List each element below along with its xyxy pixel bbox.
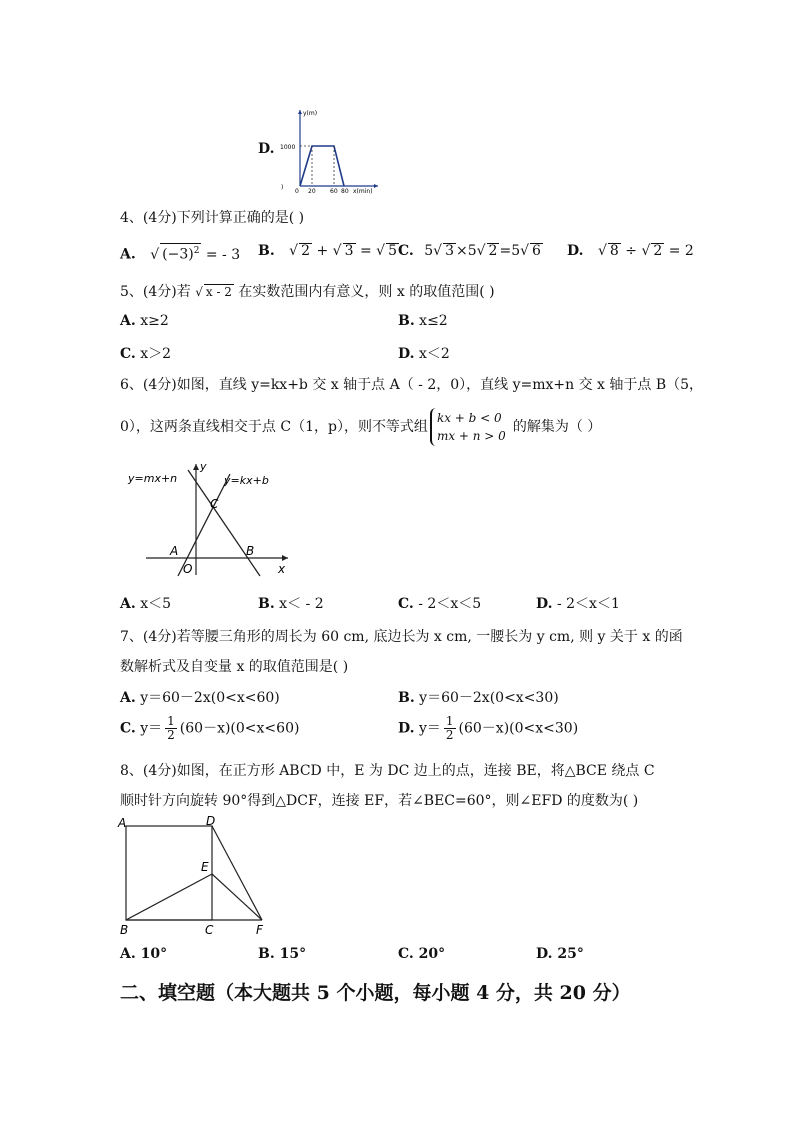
q6-stem-line2: 0），这两条直线相交于点 C（1，p），则不等式组 kx + b < 0 mx + n > 0 的解集为（ ） <box>120 408 601 446</box>
q8-label-b: B <box>120 923 129 937</box>
q4-option-a[interactable]: A. √ $(-3)^2$ = - 3 <box>120 243 240 263</box>
q4-option-b[interactable]: B. √ 2 + √ 3 = √ 5 <box>258 243 397 259</box>
q6-label-o: O <box>183 562 193 576</box>
graph-path <box>300 146 344 186</box>
q6-stem-line1: 6、(4分)如图，直线 y=kx+b 交 x 轴于点 A（ - 2，0），直线 y=mx+n 交 x 轴于点 B（5， <box>120 377 704 393</box>
q4-stem: 4、(4分)下列计算正确的是( ) <box>120 210 305 226</box>
q7-option-a[interactable]: A. y＝60－2x(0<x<60) <box>120 690 280 706</box>
q8-stem-line2: 顺时针方向旋转 90°得到△DCF，连接 EF，若∠BEC=60°，则∠EFD 的度数为( ) <box>120 793 639 809</box>
q8-square-abcd <box>126 826 212 920</box>
graph-x-tick-60: 60 <box>330 188 338 195</box>
graph-origin: 0 <box>295 188 299 195</box>
q6-label-b: B <box>246 544 255 558</box>
q8-segment-ef <box>212 874 262 920</box>
q6-option-d[interactable]: D. - 2＜x＜1 <box>536 596 620 612</box>
q6-label-mx-n: y=mx+n <box>128 472 178 485</box>
q8-label-a: A <box>118 816 127 830</box>
q8-option-c[interactable]: C. 20° <box>398 946 446 962</box>
q6-line-kx-b <box>178 474 230 576</box>
q3-option-d-label[interactable]: D. <box>258 141 275 157</box>
q8-label-f: F <box>256 923 263 937</box>
q6-label-a: A <box>170 544 179 558</box>
q5-option-c[interactable]: C. x＞2 <box>120 346 172 362</box>
q6-option-b[interactable]: B. x＜ - 2 <box>258 596 324 612</box>
q8-segment-df <box>212 826 262 920</box>
q6-label-y: y <box>200 460 207 473</box>
section-heading-fill-in: 二、填空题（本大题共 5 个小题，每小题 4 分，共 20 分） <box>120 982 631 1004</box>
q4-option-d[interactable]: D. √ 8 ÷ √ 2 = 2 <box>567 243 694 259</box>
q7-option-b[interactable]: B. y＝60－2x(0<x<30) <box>398 690 559 706</box>
q6-option-c[interactable]: C. - 2＜x＜5 <box>398 596 482 612</box>
q7-stem-line1: 7、(4分)若等腰三角形的周长为 60 cm, 底边长为 x cm, 一腰长为 y cm, 则 y 关于 x 的函 <box>120 629 683 645</box>
q7-option-c[interactable]: C. y＝ $\frac{1}{2}$ (60－x)(0<x<60) <box>120 714 300 742</box>
graph-x-tick-80: 80 <box>341 188 349 195</box>
q6-inequality-system: kx + b < 0 mx + n > 0 <box>430 408 511 446</box>
graph-y-label: y(m) <box>303 110 318 117</box>
q7-stem-line2: 数解析式及自变量 x 的取值范围是( ) <box>120 659 349 675</box>
q8-option-a[interactable]: A. 10° <box>120 946 168 962</box>
q6-figure <box>118 460 293 580</box>
q8-label-c: C <box>205 923 214 937</box>
q6-option-a[interactable]: A. x＜5 <box>120 596 172 612</box>
q5-option-d[interactable]: D. x＜2 <box>398 346 450 362</box>
q7-option-d[interactable]: D. y＝ $\frac{1}{2}$ (60－x)(0<x<30) <box>398 714 579 742</box>
q8-square-figure <box>116 814 276 938</box>
q4-option-c[interactable]: C. 5√ 3 ×5√ 2 =5√ 6 <box>398 243 541 259</box>
q8-option-d[interactable]: D. 25° <box>536 946 584 962</box>
graph-y-tick: 1000 <box>280 144 296 151</box>
q8-segment-be <box>126 874 212 920</box>
q8-option-b[interactable]: B. 15° <box>258 946 307 962</box>
q8-label-d: D <box>206 814 216 828</box>
q8-label-e: E <box>201 860 209 874</box>
q5-stem: 5、(4分)若 √ x - 2 在实数范围内有意义，则 x 的取值范围( ) <box>120 284 495 300</box>
q6-label-c: C <box>210 497 219 511</box>
graph-x-label: x(min) <box>353 188 373 195</box>
q5-option-a[interactable]: A. x≥2 <box>120 313 169 329</box>
q8-stem-line1: 8、(4分)如图，在正方形 ABCD 中，E 为 DC 边上的点，连接 BE，将△BCE 绕点 C <box>120 763 655 779</box>
graph-x-tick-20: 20 <box>308 188 316 195</box>
q5-option-b[interactable]: B. x≤2 <box>398 313 448 329</box>
q6-label-kx-b: y=kx+b <box>224 474 269 487</box>
svg-text:): ) <box>281 184 284 191</box>
q6-label-x: x <box>278 562 286 576</box>
q3-distance-time-graph <box>278 104 388 196</box>
